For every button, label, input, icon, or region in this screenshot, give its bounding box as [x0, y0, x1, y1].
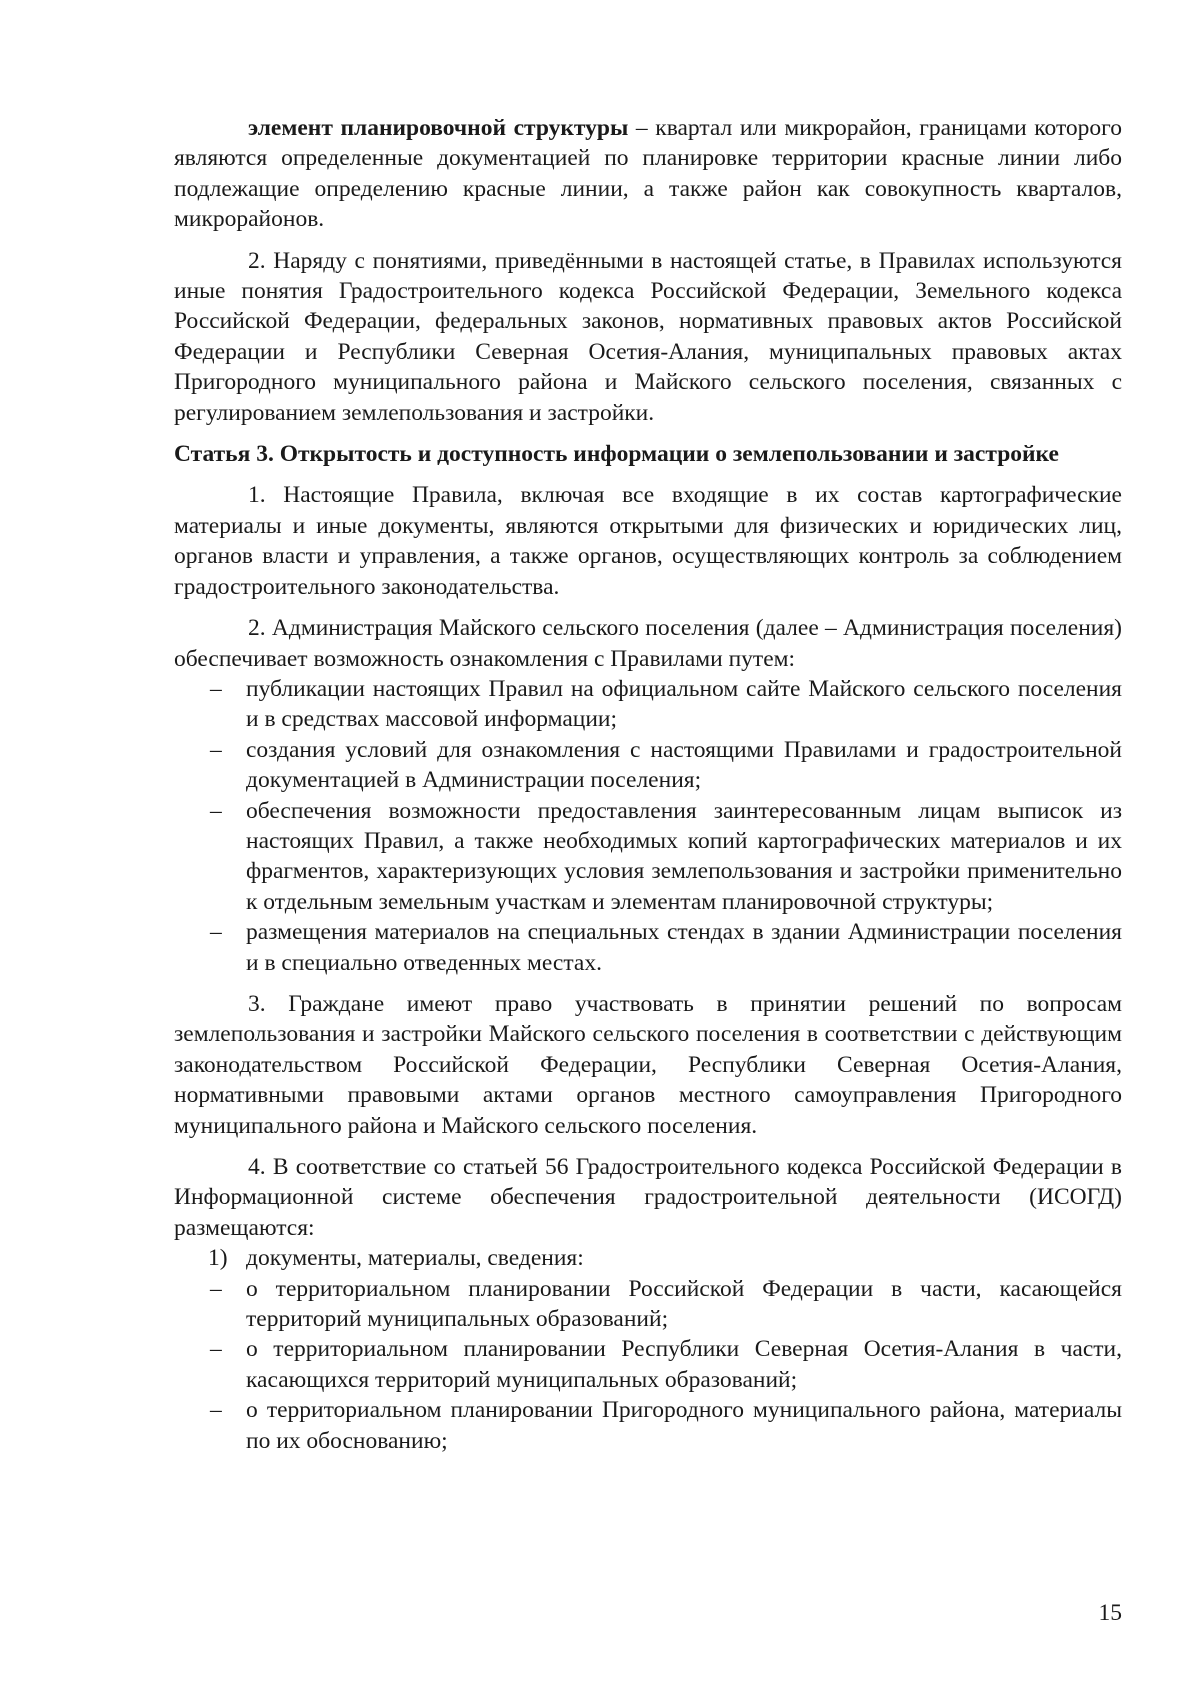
- list-item-text: размещения материалов на специальных стендах в здании Администрации поселения и в специально отведенных местах.: [246, 919, 1122, 976]
- dash-marker: –: [210, 797, 222, 824]
- dash-marker: –: [210, 736, 222, 763]
- list-item: [174, 917, 1122, 978]
- list-item: [174, 735, 1122, 796]
- access-methods-list: [174, 674, 1122, 978]
- list-item-text: публикации настоящих Правил на официальном сайте Майского сельского поселения и в средствах массовой информации;: [246, 675, 1122, 733]
- dash-marker: –: [210, 1397, 222, 1424]
- list-item-numbered: [174, 1243, 1122, 1273]
- list-item-text: о территориальном планировании Пригородного муниципального района, материалы по их обоснованию;: [246, 1397, 1122, 1454]
- definition-paragraph: [174, 113, 1122, 235]
- list-item: [174, 1395, 1122, 1456]
- dash-marker: –: [210, 1336, 222, 1363]
- paragraph-3-1: 1. Настоящие Правила, включая все входящие в их состав картографические материалы и иные документы, являются открытыми для физических и юридических лиц, органов власти и управления, а также органов, осуществляющих контроль за соблюдением градостроительного законодательства.: [174, 482, 1122, 600]
- list-item-text: документы, материалы, сведения:: [246, 1245, 584, 1272]
- paragraph-3-3: 3. Граждане имеют право участвовать в принятии решений по вопросам землепользования и застройки Майского сельского поселения в соответствии с действующим законодательством Российской Федерации, Республики Северная Осетия-Алания, нормативными правовыми актами органов местного самоуправления Пригородного муниципального района и Майского сельского поселения.: [174, 990, 1122, 1139]
- list-item: [174, 1334, 1122, 1395]
- list-item: [174, 1274, 1122, 1335]
- isogd-list: [174, 1243, 1122, 1456]
- list-item: [174, 674, 1122, 735]
- document-page: [174, 113, 1122, 1456]
- paragraph-3-2: 2. Администрация Майского сельского поселения (далее – Администрация поселения) обеспечивает возможность ознакомления с Правилами путем:: [174, 615, 1122, 672]
- page-number: 15: [1098, 1600, 1122, 1626]
- defined-term: элемент планировочной структуры: [248, 115, 629, 141]
- list-item: [174, 796, 1122, 918]
- paragraph-2: 2. Наряду с понятиями, приведёнными в настоящей статье, в Правилах используются иные понятия Градостроительного кодекса Российской Федерации, Земельного кодекса Российской Федерации, федеральных законов, нормативных правовых актов Российской Федерации и Республики Северная Осетия-Алания, муниципальных правовых актах Пригородного муниципального района и Майского сельского поселения, связанных с регулированием землепользования и застройки.: [174, 247, 1122, 426]
- list-item-text: о территориальном планировании Республики Северная Осетия-Алания в части, касающихся территорий муниципальных образований;: [246, 1336, 1122, 1393]
- list-item-text: создания условий для ознакомления с настоящими Правилами и градостроительной документацией в Администрации поселения;: [246, 736, 1122, 794]
- paragraph-3-4: 4. В соответствие со статьей 56 Градостроительного кодекса Российской Федерации в Информационной системе обеспечения градостроительной деятельности (ИСОГД) размещаются:: [174, 1154, 1122, 1241]
- article-heading: Статья 3. Открытость и доступность информации о землепользовании и застройке: [174, 441, 1059, 468]
- number-marker: 1): [208, 1245, 228, 1272]
- list-item-text: о территориальном планировании Российской Федерации в части, касающейся территорий муниципальных образований;: [246, 1275, 1122, 1333]
- list-item-text: обеспечения возможности предоставления заинтересованным лицам выписок из настоящих Правил, а также необходимых копий картографических материалов и их фрагментов, характеризующих условия землепользования и застройки применительно к отдельным земельным участкам и элементам планировочной структуры;: [246, 797, 1122, 915]
- dash-marker: –: [210, 675, 222, 702]
- definition-text: – квартал или микрорайон, границами которого являются определенные документацией по планировке территории красные линии либо подлежащие определению красные линии, а также район как совокупность кварталов, микрорайонов.: [174, 115, 1122, 233]
- dash-marker: –: [210, 1275, 222, 1302]
- dash-marker: –: [210, 919, 222, 946]
